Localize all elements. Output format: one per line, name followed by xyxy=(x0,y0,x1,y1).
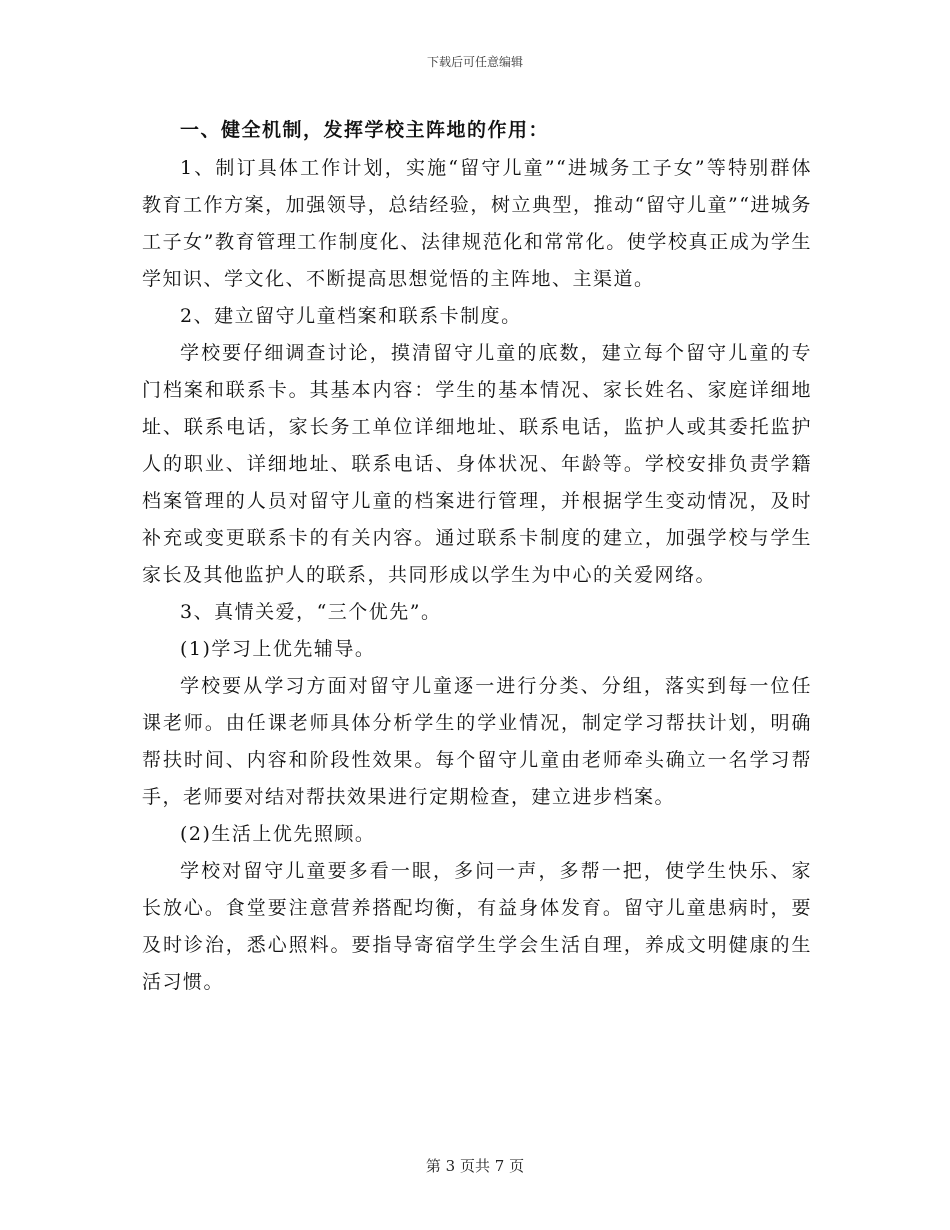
paragraph: 学校要从学习方面对留守儿童逐一进行分类、分组，落实到每一位任课老师。由任课老师具体分析学生的学业情况，制定学习帮扶计划，明确帮扶时间、内容和阶段性效果。每个留守儿童由老师牵头确立一名学习帮手，老师要对结对帮扶效果进行定期检查，建立进步档案。 xyxy=(142,675,812,808)
paragraph: (2)生活上优先照顾。 xyxy=(180,823,376,845)
section-heading: 一、健全机制，发挥学校主阵地的作用： xyxy=(180,119,550,141)
paragraph: 学校要仔细调查讨论，摸清留守儿童的底数，建立每个留守儿童的专门档案和联系卡。其基本内容：学生的基本情况、家长姓名、家庭详细地址、联系电话，家长务工单位详细地址、联系电话，监护人或其委托监护人的职业、详细地址、联系电话、身体状况、年龄等。学校安排负责学籍档案管理的人员对留守儿童的档案进行管理，并根据学生变动情况，及时补充或变更联系卡的有关内容。通过联系卡制度的建立，加强学校与学生家长及其他监护人的联系，共同形成以学生为中心的关爱网络。 xyxy=(142,342,812,586)
header-note: 下载后可任意编辑 xyxy=(426,55,523,69)
paragraph: 3、真情关爱，“三个优先”。 xyxy=(180,601,442,623)
paragraph: 2、建立留守儿童档案和联系卡制度。 xyxy=(180,305,522,327)
paragraph: 学校对留守儿童要多看一眼，多问一声，多帮一把，使学生快乐、家长放心。食堂要注意营养搭配均衡，有益身体发育。留守儿童患病时，要及时诊治，悉心照料。要指导寄宿学生学会生活自理，养成文明健康的生活习惯。 xyxy=(142,860,812,993)
document-body xyxy=(142,112,812,1001)
page-number: 第 3 页共 7 页 xyxy=(425,1157,525,1175)
paragraph: 1、制订具体工作计划，实施“留守儿童”“进城务工子女”等特别群体教育工作方案，加强领导，总结经验，树立典型，推动“留守儿童”“进城务工子女”教育管理工作制度化、法律规范化和常常化。使学校真正成为学生学知识、学文化、不断提高思想觉悟的主阵地、主渠道。 xyxy=(142,157,812,290)
paragraph: (1)学习上优先辅导。 xyxy=(180,638,376,660)
